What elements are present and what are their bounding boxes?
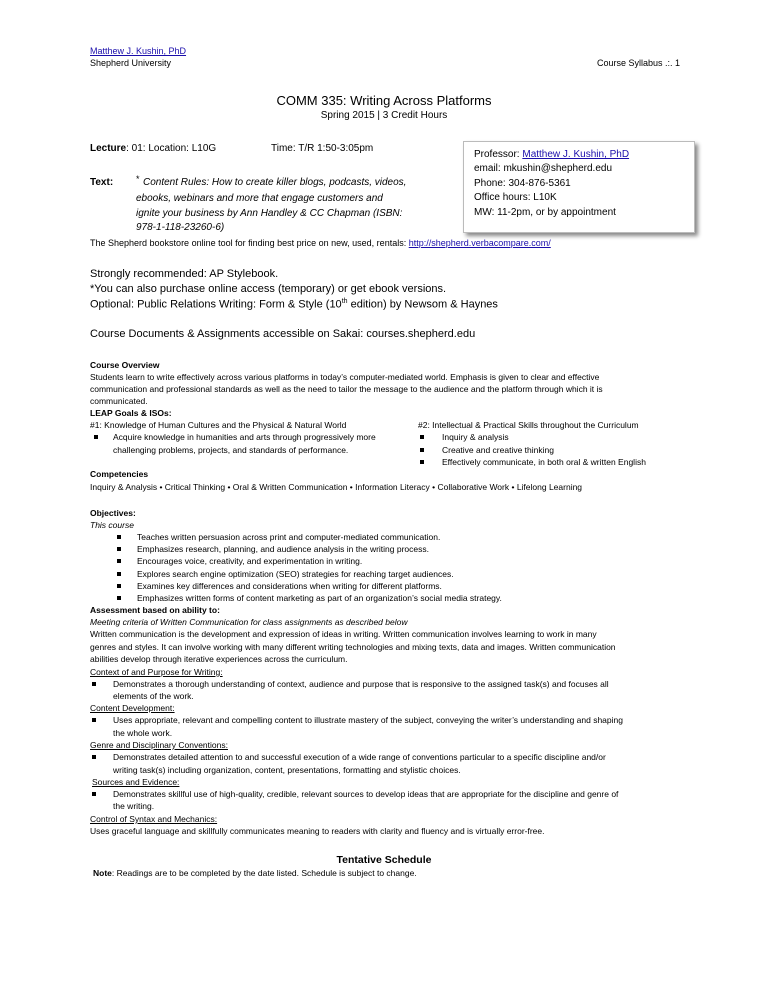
content-line-2: the whole work. bbox=[113, 728, 173, 738]
competencies-text: Inquiry & Analysis • Critical Thinking • Oral & Written Communication • Information Literacy • Collaborative Work • Lifelong Learning bbox=[90, 482, 583, 492]
recommended-line-1: Strongly recommended: AP Stylebook. bbox=[90, 268, 279, 280]
genre-line-1: Demonstrates detailed attention to and successful execution of a wide range of conventions particular to a specific discipline and/or bbox=[113, 752, 606, 762]
leap-col2-item-3: Effectively communicate, in both oral & written English bbox=[442, 457, 646, 467]
recommended-line-2: *You can also purchase online access (temporary) or get ebook versions. bbox=[90, 283, 447, 295]
page-label: Course Syllabus .:. 1 bbox=[597, 58, 681, 68]
professor-phone: Phone: 304-876-5361 bbox=[474, 177, 571, 189]
bullet-square bbox=[92, 718, 96, 722]
syntax-text: Uses graceful language and skillfully communicates meaning to readers with clarity and fluency and is virtually error-free. bbox=[90, 826, 545, 836]
bullet-square bbox=[420, 460, 424, 464]
objective-item: Explores search engine optimization (SEO) strategies for reaching target audiences. bbox=[137, 569, 454, 579]
text-line-1: Content Rules: How to create killer blogs, podcasts, videos, bbox=[143, 177, 407, 188]
bullet-square bbox=[117, 596, 121, 600]
note-label: Note bbox=[93, 868, 112, 878]
bullet-square bbox=[117, 559, 121, 563]
objectives-heading: Objectives: bbox=[90, 508, 136, 518]
objective-item: Examines key differences and considerations when writing for different platforms. bbox=[137, 581, 442, 591]
genre-title: Genre and Disciplinary Conventions: bbox=[90, 740, 228, 750]
leap-col1-line-1: Acquire knowledge in humanities and arts through progressively more bbox=[113, 432, 376, 442]
bullet-square bbox=[420, 448, 424, 452]
professor-label: Professor: bbox=[474, 149, 520, 160]
professor-link[interactable]: Matthew J. Kushin, PhD bbox=[522, 149, 630, 160]
bullet-square bbox=[117, 584, 121, 588]
objective-item: Emphasizes written forms of content marketing as part of an organization’s social media strategy. bbox=[137, 593, 502, 603]
bullet-square bbox=[117, 547, 121, 551]
bullet-square bbox=[117, 535, 121, 539]
lecture-time: Time: T/R 1:50-3:05pm bbox=[271, 143, 374, 154]
leap-col2-item-2: Creative and creative thinking bbox=[442, 445, 554, 455]
overview-line-3: communicated. bbox=[90, 396, 148, 406]
bullet-square bbox=[92, 755, 96, 759]
objective-item: Encourages voice, creativity, and experimentation in writing. bbox=[137, 556, 363, 566]
leap-col2-title: #2: Intellectual & Practical Skills throughout the Curriculum bbox=[418, 420, 639, 430]
course-title: COMM 335: Writing Across Platforms bbox=[276, 93, 492, 108]
leap-col1-line-2: challenging problems, projects, and standards of performance. bbox=[113, 445, 349, 455]
course-term: Spring 2015 | 3 Credit Hours bbox=[320, 110, 448, 121]
professor-email: email: mkushin@shepherd.edu bbox=[474, 163, 613, 175]
author-link[interactable]: Matthew J. Kushin, PhD bbox=[90, 46, 187, 56]
sources-line-2: the writing. bbox=[113, 801, 155, 811]
syntax-title: Control of Syntax and Mechanics: bbox=[90, 814, 218, 824]
context-title: Context of and Purpose for Writing: bbox=[90, 667, 223, 677]
lecture-value: : 01: Location: L10G bbox=[126, 143, 217, 154]
sources-title: Sources and Evidence: bbox=[92, 777, 180, 787]
overview-heading: Course Overview bbox=[90, 360, 160, 370]
text-line-2: ebooks, webinars and more that engage customers and bbox=[136, 193, 383, 204]
schedule-heading: Tentative Schedule bbox=[336, 854, 432, 866]
sakai-line: Course Documents & Assignments accessible on Sakai: courses.shepherd.edu bbox=[90, 328, 476, 340]
competencies-heading: Competencies bbox=[90, 469, 149, 479]
lecture-label: Lecture bbox=[90, 143, 127, 154]
assessment-subheading: Meeting criteria of Written Communication for class assignments as described below bbox=[90, 617, 408, 627]
leap-col1-title: #1: Knowledge of Human Cultures and the Physical & Natural World bbox=[90, 420, 347, 430]
bullet-square bbox=[94, 435, 98, 439]
content-line-1: Uses appropriate, relevant and compelling content to illustrate mastery of the subject, conveying the writer’s understanding and shaping bbox=[113, 715, 623, 725]
assessment-heading: Assessment based on ability to: bbox=[90, 605, 220, 615]
sources-line-1: Demonstrates skillful use of high-quality, credible, relevant sources to develop ideas that are appropriate for the discipline and genre of bbox=[113, 789, 619, 799]
context-line-1: Demonstrates a thorough understanding of context, audience and purpose that is responsive to the assigned task(s) and focuses all bbox=[113, 679, 609, 689]
optional-text-b: edition) by Newsom & Haynes bbox=[347, 298, 498, 311]
assessment-intro-2: genres and styles. It can involve working with many different writing technologies and mixing texts, data and images. Written communication bbox=[90, 642, 616, 652]
overview-line-1: Students learn to write effectively across various platforms in today’s computer-mediated world. Emphasis is given to clear and effective bbox=[90, 372, 600, 382]
content-title: Content Development: bbox=[90, 703, 175, 713]
text-label: Text: bbox=[90, 177, 114, 188]
optional-sup: th bbox=[341, 298, 348, 305]
bullet-square bbox=[92, 682, 96, 686]
bookstore-text: The Shepherd bookstore online tool for finding best price on new, used, rentals: bbox=[90, 238, 407, 248]
professor-office: Office hours: L10K bbox=[474, 192, 557, 204]
text-line-4: 978-1-118-23260-6) bbox=[136, 222, 225, 233]
objective-item: Teaches written persuasion across print and computer-mediated communication. bbox=[137, 532, 441, 542]
objectives-subheading: This course bbox=[90, 520, 134, 530]
leap-heading: LEAP Goals & ISOs: bbox=[90, 408, 172, 418]
bookstore-line bbox=[90, 237, 551, 249]
text-bullet: * bbox=[136, 174, 140, 184]
assessment-intro-1: Written communication is the development and expression of ideas in writing. Written communication involves learning to work in many bbox=[90, 629, 597, 639]
lecture-line bbox=[90, 143, 216, 154]
genre-line-2: writing task(s) including organization, content, presentations, formatting and stylistic choices. bbox=[113, 765, 461, 775]
recommended-line-3 bbox=[90, 298, 498, 311]
optional-text-a: Optional: Public Relations Writing: Form & Style (10 bbox=[90, 298, 342, 311]
objective-item: Emphasizes research, planning, and audience analysis in the writing process. bbox=[137, 544, 429, 554]
schedule-note bbox=[93, 867, 417, 879]
bookstore-link[interactable]: http://shepherd.verbacompare.com/ bbox=[408, 238, 551, 248]
professor-hours: MW: 11-2pm, or by appointment bbox=[474, 206, 616, 218]
professor-name-line bbox=[474, 148, 684, 162]
assessment-intro-3: abilities develop through iterative experiences across the curriculum. bbox=[90, 654, 348, 664]
professor-box bbox=[463, 141, 695, 233]
text-line-3: ignite your business by Ann Handley & CC Chapman (ISBN: bbox=[136, 208, 403, 219]
institution: Shepherd University bbox=[90, 58, 172, 68]
bullet-square bbox=[420, 435, 424, 439]
context-line-2: elements of the work. bbox=[113, 691, 194, 701]
note-text: : Readings are to be completed by the date listed. Schedule is subject to change. bbox=[111, 868, 417, 878]
overview-line-2: communication and professional standards as well as the need to tailor the message to the audience and the platform through which it is bbox=[90, 384, 603, 394]
bullet-square bbox=[117, 572, 121, 576]
bullet-square bbox=[92, 792, 96, 796]
leap-col2-item-1: Inquiry & analysis bbox=[442, 432, 509, 442]
